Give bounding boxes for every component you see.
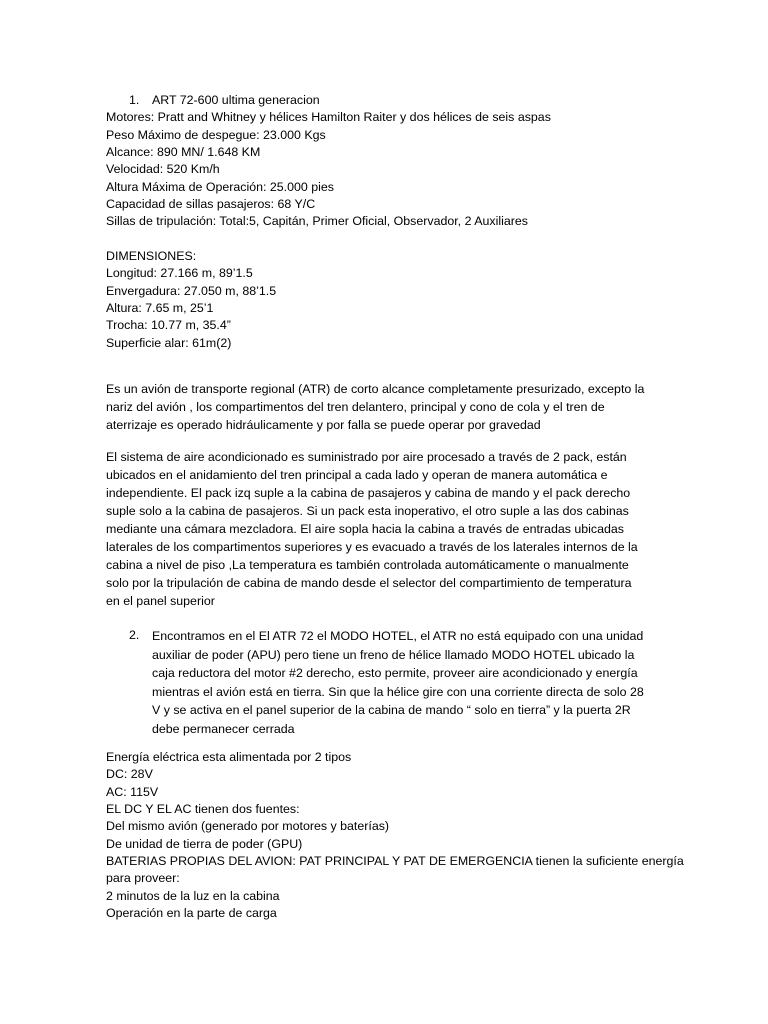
- list-number-2: 2.: [129, 628, 140, 642]
- spec-crew-seats: Sillas de tripulación: Total:5, Capitán, Primer Oficial, Observador, 2 Auxiliares: [106, 214, 528, 228]
- electrical-batteries: BATERIAS PROPIAS DEL AVION: PAT PRINCIPAL Y PAT DE EMERGENCIA tienen la suficiente energía: [106, 854, 684, 868]
- dimensions-heading: DIMENSIONES:: [106, 249, 197, 263]
- paragraph-line: laterales de los compartimentos superiores y es evacuado a través de los laterales internos de la: [106, 540, 638, 554]
- paragraph-line: ubicados en el anidamiento del tren principal a cada lado y operan de manera automática e: [106, 468, 608, 482]
- electrical-source-gpu: De unidad de tierra de poder (GPU): [106, 837, 303, 851]
- paragraph-line: mientras el avión está en tierra. Sin que la hélice gire con una corriente directa de solo 28: [152, 684, 644, 699]
- paragraph-line: cabina a nivel de piso ,La temperatura es también controlada automáticamente o manualmente: [106, 558, 629, 572]
- paragraph-line: aterrizaje es operado hidráulicamente y por falla se puede operar por gravedad: [106, 418, 541, 432]
- paragraph-air-conditioning: [106, 448, 666, 610]
- paragraph-line: mediante una cámara mezcladora. El aire sopla hacia la cabina a través de entradas ubicadas: [106, 522, 624, 536]
- paragraph-line: suple solo a la cabina de pasajeros. Si un pack esta inoperativo, el otro suple a las dos cabinas: [106, 504, 629, 518]
- electrical-dc: DC: 28V: [106, 767, 153, 781]
- spec-speed: Velocidad: 520 Km/h: [106, 162, 220, 176]
- paragraph-line: El sistema de aire acondicionado es suministrado por aire procesado a través de 2 pack, están: [106, 450, 627, 464]
- electrical-source-aircraft: Del mismo avión (generado por motores y baterías): [106, 819, 390, 833]
- spec-max-altitude: Altura Máxima de Operación: 25.000 pies: [106, 180, 334, 194]
- electrical-intro: Energía eléctrica esta alimentada por 2 tipos: [106, 750, 352, 764]
- paragraph-line: Encontramos en el El ATR 72 el MODO HOTEL, el ATR no está equipado con una unidad: [152, 629, 644, 643]
- electrical-provide: para proveer:: [106, 871, 180, 885]
- paragraph-line: solo por la tripulación de cabina de mando desde el selector del compartimiento de temperatura: [106, 576, 632, 590]
- paragraph-line: debe permanecer cerrada: [152, 721, 295, 736]
- paragraph-line: auxiliar de poder (APU) pero tiene un freno de hélice llamado MODO HOTEL ubicado la: [152, 647, 635, 662]
- spec-passenger-seats: Capacidad de sillas pasajeros: 68 Y/C: [106, 197, 316, 211]
- paragraph-line: caja reductora del motor #2 derecho, esto permite, proveer aire acondicionado y energía: [152, 666, 638, 681]
- paragraph-hotel-mode: [152, 627, 664, 739]
- spec-max-takeoff-weight: Peso Máximo de despegue: 23.000 Kgs: [106, 128, 326, 142]
- dimension-track: Trocha: 10.77 m, 35.4”: [106, 318, 231, 332]
- dimension-wing-area: Superficie alar: 61m(2): [106, 336, 232, 350]
- paragraph-line: V y se activa en el panel superior de la cabina de mando “ solo en tierra” y la puerta 2R: [152, 703, 631, 718]
- paragraph-line: independiente. El pack izq suple a la cabina de pasajeros y cabina de mando y el pack derecho: [106, 486, 631, 500]
- list-number-1: 1.: [129, 93, 140, 107]
- dimension-height: Altura: 7.65 m, 25’1: [106, 301, 214, 315]
- paragraph-line: Es un avión de transporte regional (ATR) de corto alcance completamente presurizado, excepto la: [106, 382, 645, 396]
- paragraph-line: nariz del avión , los compartimentos del tren delantero, principal y cono de cola y el tren de: [106, 400, 605, 414]
- paragraph-aircraft-description: [106, 380, 666, 434]
- electrical-sources-heading: EL DC Y EL AC tienen dos fuentes:: [106, 802, 300, 816]
- spec-engines: Motores: Pratt and Whitney y hélices Hamilton Raiter y dos hélices de seis aspas: [106, 110, 551, 124]
- spec-range: Alcance: 890 MN/ 1.648 KM: [106, 145, 261, 159]
- dimension-length: Longitud: 27.166 m, 89’1.5: [106, 266, 253, 280]
- dimension-wingspan: Envergadura: 27.050 m, 88’1.5: [106, 284, 277, 298]
- electrical-ac: AC: 115V: [106, 785, 159, 799]
- paragraph-line: en el panel superior: [106, 594, 215, 608]
- aircraft-title: ART 72-600 ultima generacion: [152, 93, 320, 107]
- electrical-cargo-operation: Operación en la parte de carga: [106, 906, 277, 920]
- electrical-cabin-light: 2 minutos de la luz en la cabina: [106, 889, 280, 903]
